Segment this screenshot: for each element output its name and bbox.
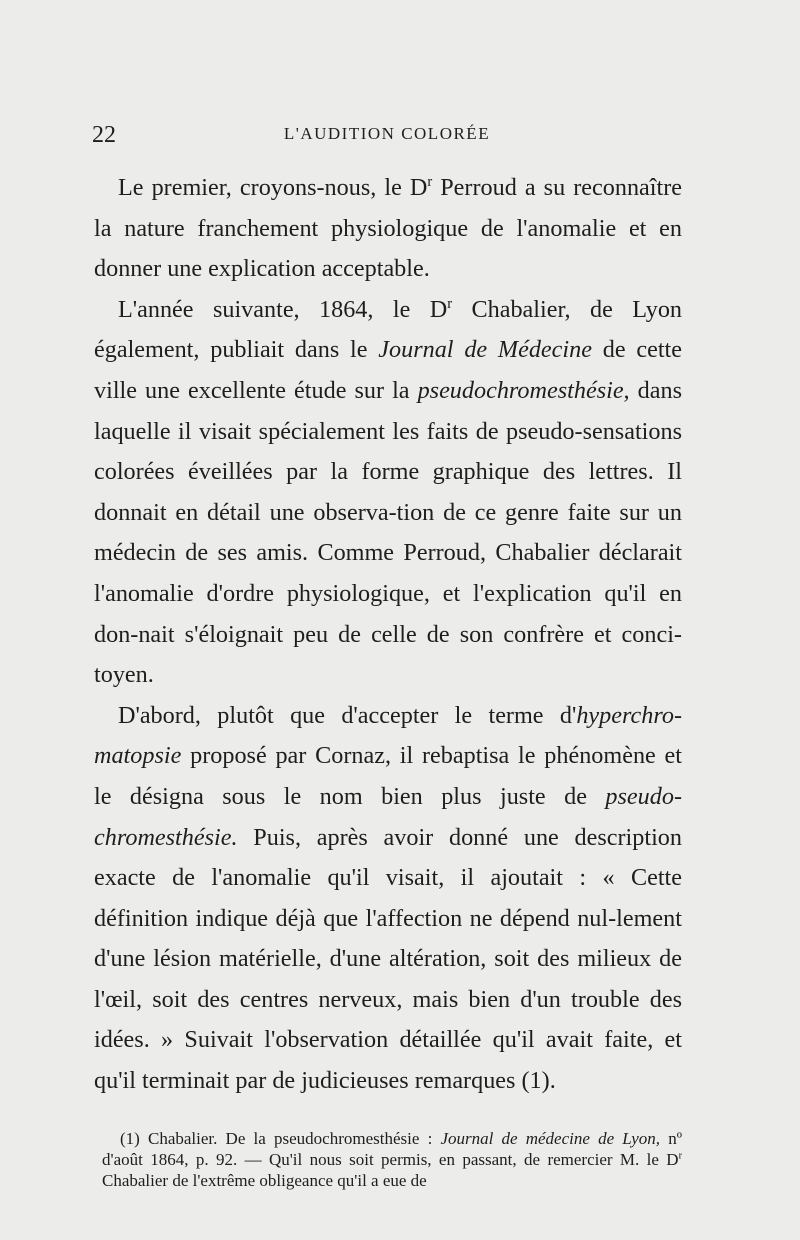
page-header [92,122,682,152]
paragraph [94,290,682,696]
text-run: Chabalier de l'extrême obligeance qu'il a eue de [102,1171,427,1190]
paragraph [94,168,682,290]
text-run: L'année suivante, 1864, le D [118,295,448,323]
italic-text: Journal de médecine de Lyon, [440,1129,661,1148]
text-run: Le premier, croyons-nous, le D [118,174,428,201]
text-run: nº d'août 1864, p. 92. — Qu'il nous soit permis, en passant, de remercier M. le D [102,1129,683,1169]
page-number: 22 [92,122,116,148]
italic-text: pseudochromesthésie, [417,376,630,404]
text-run: Puis, après avoir donné une description exacte de l'anomalie qu'il visait, il ajoutait : « Cette définition indique déjà que l'affection ne dépend nul-lement d'une lésion matérielle, d'une altération, soit des milieux de l'œil, soit des centres nerveux, mais bien d'un trouble des idées. » Suivait l'observation détaillée qu'il avait faite, et qu'il terminait par de judicieuses remarques (1). [94,823,682,1095]
text-run: Perroud a su reconnaître la nature franchement physiologique de l'anomalie et en donner une explication acceptable. [94,174,682,283]
superscript: r [678,1150,682,1162]
text-run: dans laquelle il visait spécialement les faits de pseudo-sensations colorées éveillées par la forme graphique des lettres. Il donnait en détail une observa-tion de ce genre faite sur un médecin de ses amis. Comme Perroud, Chabalier déclarait l'anomalie d'ordre physiologique, et l'explication qu'il en don-nait s'éloignait peu de celle de son confrère et conci-toyen. [94,376,682,689]
text-run: (1) Chabalier. De la pseudochromesthésie : [120,1129,441,1148]
body-text [94,168,682,1102]
text-run: de cette ville une excellente étude sur la [94,336,682,404]
superscript: r [447,295,453,312]
paragraph [94,696,682,1102]
italic-text: pseudo-chromesthésie. [94,782,682,851]
italic-text: hyperchro-matopsie [94,701,682,770]
text-run: Chabalier, de Lyon également, publiait dans le [94,295,683,364]
italic-text: Journal de Médecine [378,336,592,364]
footnote [102,1128,682,1191]
text-run: D'abord, plutôt que d'accepter le terme d' [118,701,577,729]
footnotes [102,1128,682,1191]
superscript: r [427,173,433,190]
running-title: L'AUDITION COLORÉE [283,124,491,143]
text-run: proposé par Cornaz, il rebaptisa le phénomène et le désigna sous le nom bien plus juste de [94,742,682,810]
